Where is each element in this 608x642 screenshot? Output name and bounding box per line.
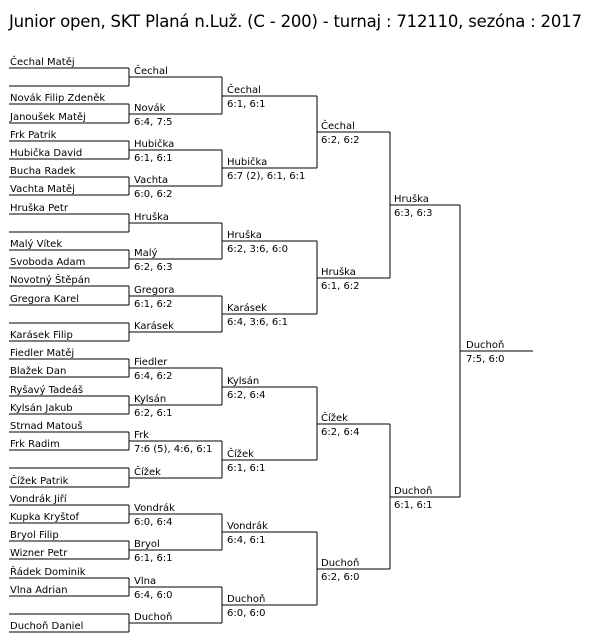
player-name: Karásek Filip <box>10 330 73 341</box>
player-name: Vachta Matěj <box>10 184 75 195</box>
match-score: 6:4, 7:5 <box>134 117 173 128</box>
winner-name: Hruška <box>227 230 262 241</box>
match-score: 6:0, 6:0 <box>227 608 266 619</box>
player-name: Kylsán Jakub <box>10 403 73 414</box>
winner-name: Duchoň <box>227 594 266 605</box>
player-name: Čížek Patrik <box>10 476 69 487</box>
player-name: Kupka Kryštof <box>10 512 80 523</box>
player-name: Bryol Filip <box>10 530 59 541</box>
winner-name: Kylsán <box>134 394 167 405</box>
winner-name: Duchoň <box>321 558 360 569</box>
winner-name: Hruška <box>134 212 169 223</box>
player-name: Hruška Petr <box>10 203 68 214</box>
winner-name: Frk <box>134 430 149 441</box>
player-name: Novotný Štěpán <box>10 275 91 286</box>
winner-name: Duchoň <box>134 612 173 623</box>
page-title: Junior open, SKT Planá n.Luž. (C - 200) - turnaj : 712110, sezóna : 2017 <box>9 12 582 31</box>
match-score: 6:1, 6:1 <box>227 463 266 474</box>
match-score: 6:2, 6:1 <box>134 408 173 419</box>
player-name: Ryšavý Tadeáš <box>10 385 84 396</box>
winner-name: Duchoň <box>394 486 433 497</box>
player-name: Wizner Petr <box>10 548 68 559</box>
player-name: Novák Filip Zdeněk <box>10 93 106 104</box>
winner-name: Vachta <box>134 175 169 186</box>
player-name: Svoboda Adam <box>10 257 86 268</box>
winner-name: Čížek <box>321 413 348 424</box>
winner-name: Kylsán <box>227 376 260 387</box>
match-score: 6:7 (2), 6:1, 6:1 <box>227 171 306 182</box>
winner-name: Gregora <box>134 285 175 296</box>
winner-name: Hubička <box>227 157 268 168</box>
match-score: 6:2, 6:4 <box>227 390 266 401</box>
match-score: 7:5, 6:0 <box>466 354 505 365</box>
player-name: Duchoň Daniel <box>10 621 84 632</box>
winner-name: Novák <box>134 103 166 114</box>
match-score: 6:4, 6:2 <box>134 371 173 382</box>
winner-name: Čechal <box>321 121 355 132</box>
player-name: Strnad Matouš <box>10 421 83 432</box>
match-score: 6:1, 6:1 <box>134 153 173 164</box>
match-score: 6:1, 6:1 <box>394 500 433 511</box>
match-score: 6:4, 6:0 <box>134 590 173 601</box>
match-score: 6:2, 6:0 <box>321 572 360 583</box>
winner-name: Hruška <box>321 267 356 278</box>
winner-name: Čechal <box>227 85 261 96</box>
winner-name: Karásek <box>134 321 174 332</box>
match-score: 6:2, 6:3 <box>134 262 173 273</box>
winner-name: Malý <box>134 248 158 259</box>
match-score: 6:1, 6:2 <box>321 281 360 292</box>
player-name: Hubička David <box>10 148 83 159</box>
winner-name: Duchoň <box>466 340 505 351</box>
winner-name: Vondrák <box>134 503 175 514</box>
match-score: 7:6 (5), 4:6, 6:1 <box>134 444 213 455</box>
winner-name: Karásek <box>227 303 267 314</box>
player-name: Fiedler Matěj <box>10 348 75 359</box>
player-name: Vlna Adrian <box>10 585 68 596</box>
match-score: 6:0, 6:2 <box>134 189 173 200</box>
winner-name: Fiedler <box>134 357 168 368</box>
match-score: 6:2, 3:6, 6:0 <box>227 244 288 255</box>
winner-name: Vlna <box>134 576 157 587</box>
player-name: Gregora Karel <box>10 294 80 305</box>
winner-name: Čížek <box>227 449 254 460</box>
winner-name: Čechal <box>134 66 168 77</box>
match-score: 6:1, 6:2 <box>134 299 173 310</box>
match-score: 6:1, 6:1 <box>134 553 173 564</box>
winner-name: Vondrák <box>227 521 268 532</box>
player-name: Malý Vítek <box>10 239 63 250</box>
winner-name: Bryol <box>134 539 160 550</box>
player-name: Řádek Dominik <box>10 567 86 578</box>
player-name: Blažek Dan <box>10 366 67 377</box>
player-name: Vondrák Jiří <box>10 494 67 505</box>
match-score: 6:1, 6:1 <box>227 99 266 110</box>
player-name: Bucha Radek <box>10 166 76 177</box>
match-score: 6:2, 6:4 <box>321 427 360 438</box>
match-score: 6:0, 6:4 <box>134 517 173 528</box>
match-score: 6:3, 6:3 <box>394 208 433 219</box>
match-score: 6:4, 6:1 <box>227 535 266 546</box>
player-name: Čechal Matěj <box>10 57 75 68</box>
match-score: 6:2, 6:2 <box>321 135 360 146</box>
winner-name: Hubička <box>134 139 175 150</box>
match-score: 6:4, 3:6, 6:1 <box>227 317 288 328</box>
player-name: Janoušek Matěj <box>10 112 86 123</box>
winner-name: Hruška <box>394 194 429 205</box>
player-name: Frk Radim <box>10 439 60 450</box>
player-name: Frk Patrik <box>10 130 57 141</box>
winner-name: Čížek <box>134 467 161 478</box>
